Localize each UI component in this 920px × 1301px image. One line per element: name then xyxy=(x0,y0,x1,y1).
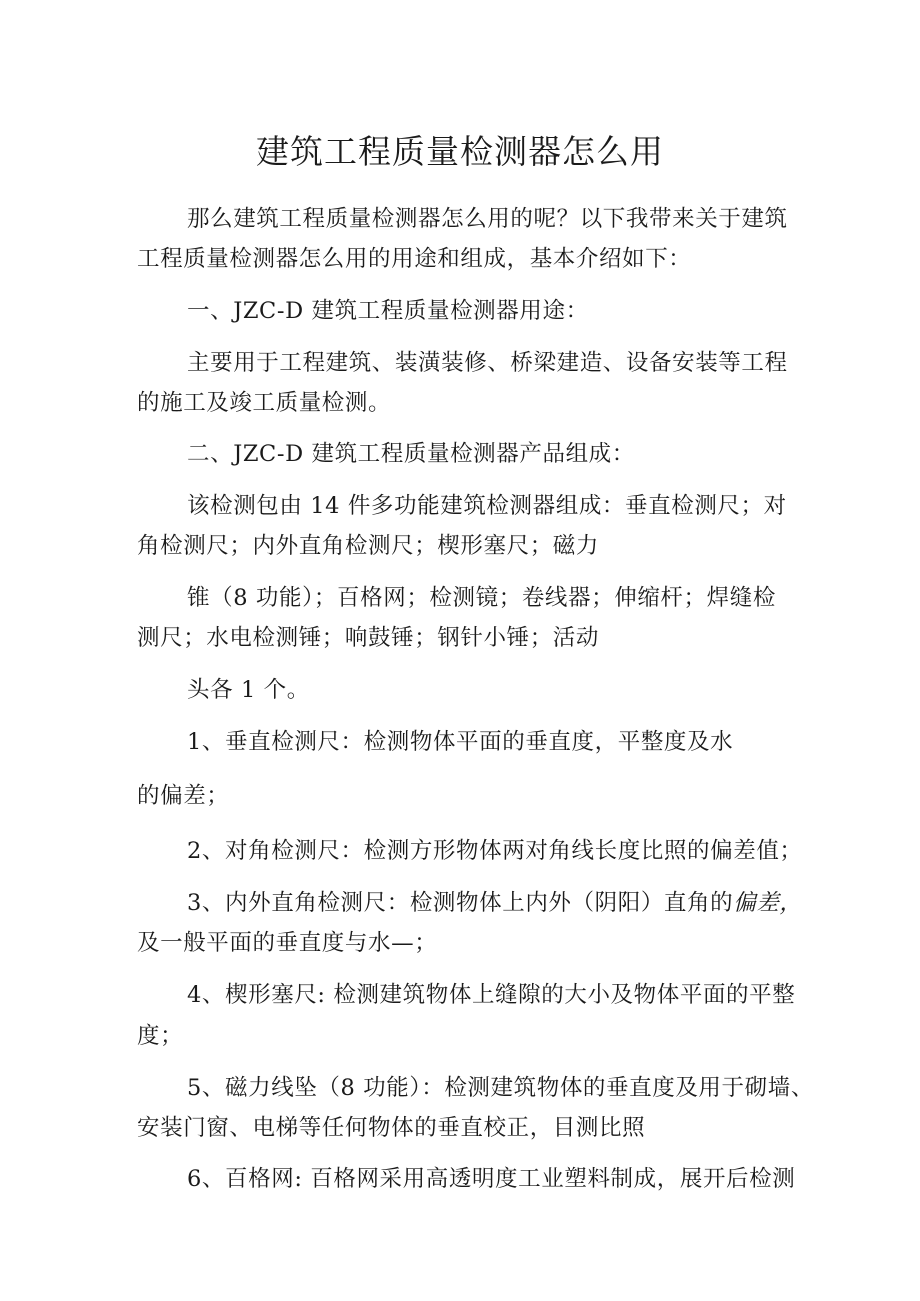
list-item-4-line-2: 度； xyxy=(137,1023,184,1049)
paragraph-composition-line-1: 该检测包由 14 件多功能建筑检测器组成：垂直检测尺；对 xyxy=(187,493,787,519)
section-heading-composition: 二、JZC-D 建筑工程质量检测器产品组成： xyxy=(187,441,635,467)
list-item-4-line-1: 4、楔形塞尺: 检测建筑物体上缝隙的大小及物体平面的平整 xyxy=(187,982,796,1008)
list-item-3-text: 3、内外直角检测尺：检测物体上内外（阴阳）直角的 xyxy=(187,890,734,916)
paragraph-usage-line-2: 的施工及竣工质量检测。 xyxy=(137,390,392,416)
list-item-3-line-1 xyxy=(187,887,803,919)
document-title: 建筑工程质量检测器怎么用 xyxy=(256,132,664,171)
list-item-1-line-1: 1、垂直检测尺：检测物体平面的垂直度，平整度及水 xyxy=(187,729,734,755)
section-heading-usage: 一、JZC-D 建筑工程质量检测器用途： xyxy=(187,298,589,324)
paragraph-usage-line-1: 主要用于工程建筑、装潢装修、桥梁建造、设备安装等工程 xyxy=(187,350,788,376)
paragraph-composition-line-4: 测尺；水电检测锤；响鼓锤；钢针小锤；活动 xyxy=(137,625,600,651)
list-item-3-italic-text: 偏差， xyxy=(733,890,803,916)
list-item-5-line-1: 5、磁力线坠（8 功能）：检测建筑物体的垂直度及用于砌墙、 xyxy=(187,1075,814,1101)
list-item-2: 2、对角检测尺：检测方形物体两对角线长度比照的偏差值； xyxy=(187,838,803,864)
list-item-1-line-2: 的偏差； xyxy=(137,783,230,809)
paragraph-composition-line-3: 锥（8 功能）；百格网；检测镜；卷线器；伸缩杆；焊缝检 xyxy=(187,585,776,611)
paragraph-composition-line-2: 角检测尺；内外直角检测尺；楔形塞尺；磁力 xyxy=(137,533,600,559)
list-item-5-line-2: 安装门窗、电梯等任何物体的垂直校正，目测比照 xyxy=(137,1115,646,1141)
paragraph-composition-line-5: 头各 1 个。 xyxy=(187,677,310,703)
paragraph-intro-line-2: 工程质量检测器怎么用的用途和组成，基本介绍如下： xyxy=(137,246,692,272)
list-item-6-line-1: 6、百格网: 百格网采用高透明度工业塑料制成，展开后检测 xyxy=(187,1166,796,1192)
paragraph-intro-line-1: 那么建筑工程质量检测器怎么用的呢？以下我带来关于建筑 xyxy=(187,206,788,232)
list-item-3-line-2: 及一般平面的垂直度与水—； xyxy=(137,930,438,956)
